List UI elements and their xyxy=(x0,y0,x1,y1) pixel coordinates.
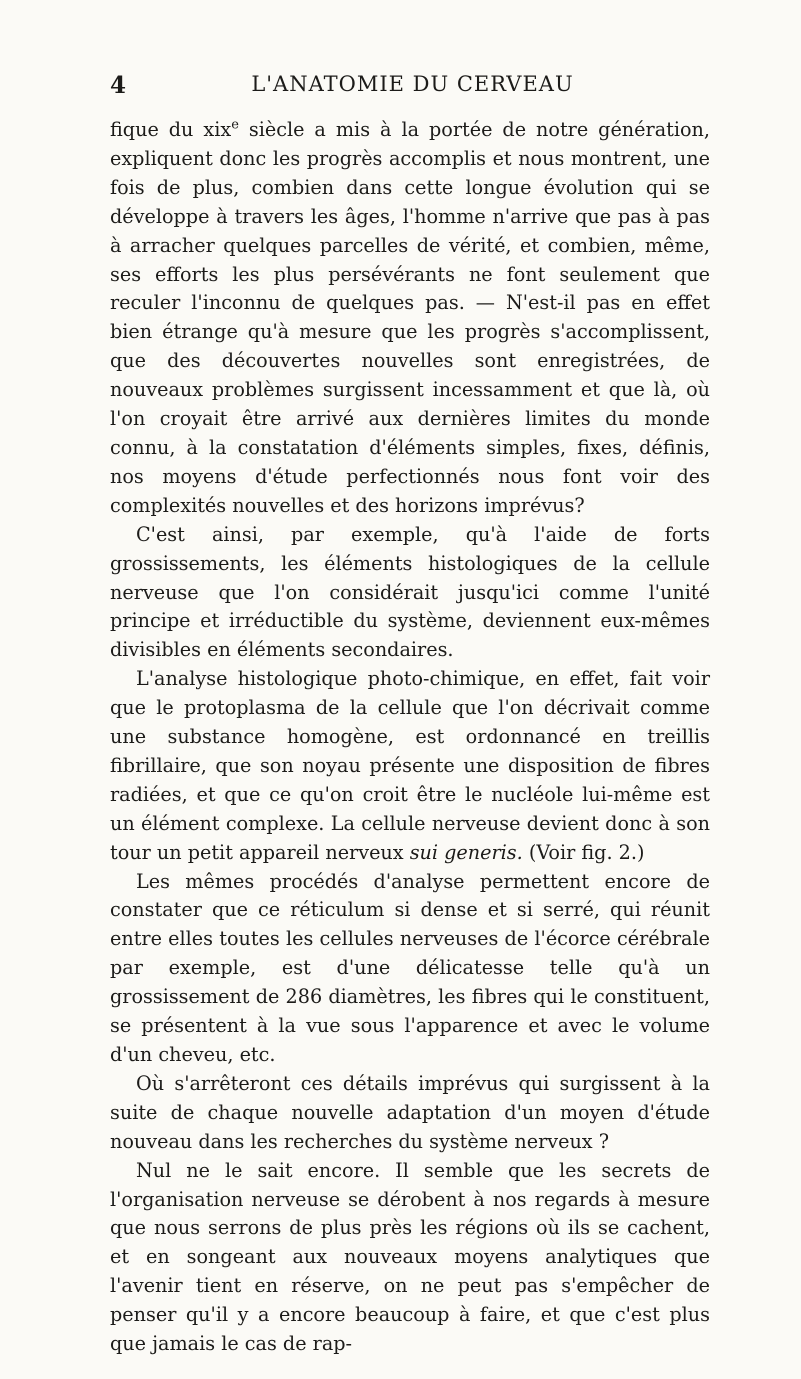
paragraph-1 xyxy=(110,116,710,521)
paragraph-6: Nul ne le sait encore. Il semble que les secrets de l'organisation nerveuse se dérobent à nos regards à mesure que nous serrons de plus près les régions où ils se cachent, et en songeant aux nouveaux moyens analytiques que l'avenir tient en réserve, on ne peut pas s'empêcher de penser qu'il y a encore beaucoup à faire, et que c'est plus que jamais le cas de rap- xyxy=(110,1158,710,1356)
century-numeral: xix xyxy=(203,118,232,141)
paragraph-3 xyxy=(110,665,710,867)
running-title: L'ANATOMIE DU CERVEAU xyxy=(251,72,574,96)
figure-reference: (Voir fig. 2.) xyxy=(522,840,645,864)
paragraph-2: C'est ainsi, par exemple, qu'à l'aide de forts grossissements, les éléments histologiques de la cellule nerveuse que l'on considérait jusqu'ici comme l'unité principe et irréductible du système, deviennent eux-mêmes divisibles en éléments secondaires. xyxy=(110,522,710,662)
paragraph-4: Les mêmes procédés d'analyse permettent encore de constater que ce réticulum si dense et si serré, qui réunit entre elles toutes les cellules nerveuses de l'écorce cérébrale par exemple, est d'une délicatesse telle qu'à un grossissement de 286 diamètres, les fibres qui le constituent, se présentent à la vue sous l'apparence et avec le volume d'un cheveu, etc. xyxy=(110,869,710,1066)
page-number: 4 xyxy=(110,72,127,99)
paragraph-3-start: L'analyse histologique photo-chimique, en effet, fait voir que le protoplasma de la cellule que l'on décrivait comme une substance homogène, est ordonnancé en treillis fibrillaire, que son noyau présente une disposition de fibres radiées, et que ce qu'on croit être le nucléole lui-même est un élément complexe. La cellule nerveuse devient donc à son tour un petit appareil nerveux xyxy=(110,667,710,864)
paragraph-1-start: fique du xyxy=(110,118,204,141)
century-ordinal: e xyxy=(231,117,239,133)
page-header xyxy=(110,72,715,106)
body-text xyxy=(110,116,710,1359)
paragraph-1-rest: siècle a mis à la portée de notre génération, expliquent donc les progrès accomplis et nous montrent, une fois de plus, combien dans cette longue évolution qui se développe à travers les âges, l'homme n'arrive que pas à pas à arracher quelques parcelles de vérité, et combien, même, ses efforts les plus persévérants ne font seulement que reculer l'inconnu de quelques pas. — N'est-il pas en effet bien étrange qu'à mesure que les progrès s'accomplissent, que des découvertes nouvelles sont enregistrées, de nouveaux problèmes surgissent incessamment et que là, où l'on croyait être arrivé aux dernières limites du monde connu, à la constatation d'éléments simples, fixes, définis, nos moyens d'étude perfectionnés nous font voir des complexités nouvelles et des horizons imprévus? xyxy=(110,118,710,517)
latin-phrase: sui generis. xyxy=(409,840,523,864)
paragraph-5: Où s'arrêteront ces détails imprévus qui surgissent à la suite de chaque nouvelle adaptation d'un moyen d'étude nouveau dans les recherches du système nerveux ? xyxy=(110,1071,710,1153)
